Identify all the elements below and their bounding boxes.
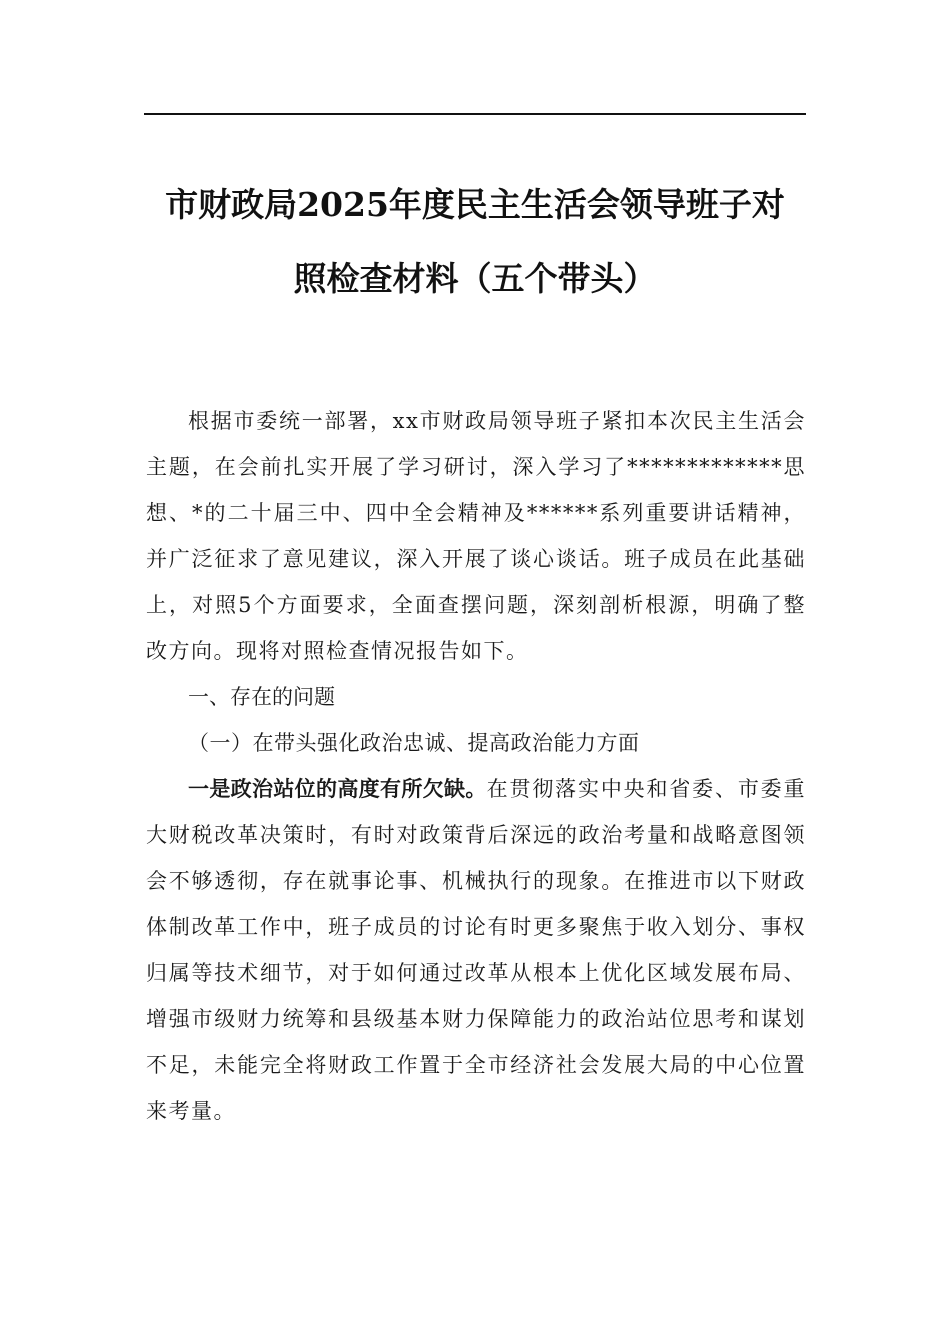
document-title: [144, 168, 806, 316]
title-line-2: 照检查材料（五个带头）: [293, 259, 657, 298]
intro-paragraph: 根据市委统一部署，xx市财政局领导班子紧扣本次民主生活会主题，在会前扎实开展了学习研讨，深入学习了*************思想、*的二十届三中、四中全会精神及******系列重要讲话精神，并广泛征求了意见建议，深入开展了谈心谈话。班子成员在此基础上，对照5个方面要求，全面查摆问题，深刻剖析根源，明确了整改方向。现将对照检查情况报告如下。: [146, 409, 806, 663]
document-body: [146, 398, 806, 1134]
point-lead: 一是政治站位的高度有所欠缺。: [188, 777, 487, 801]
point-paragraph: [146, 766, 806, 1134]
subsection-heading: （一）在带头强化政治忠诚、提高政治能力方面: [188, 731, 640, 755]
point-body: 在贯彻落实中央和省委、市委重大财税改革决策时，有时对政策背后深远的政治考量和战略意图领会不够透彻，存在就事论事、机械执行的现象。在推进市以下财政体制改革工作中，班子成员的讨论有时更多聚焦于收入划分、事权归属等技术细节，对于如何通过改革从根本上优化区域发展布局、增强市级财力统筹和县级基本财力保障能力的政治站位思考和谋划不足，未能完全将财政工作置于全市经济社会发展大局的中心位置来考量。: [146, 777, 807, 1123]
section-heading: 一、存在的问题: [188, 685, 335, 709]
header-rule: [144, 113, 806, 115]
title-line-1: 市财政局2025年度民主生活会领导班子对: [165, 185, 785, 224]
